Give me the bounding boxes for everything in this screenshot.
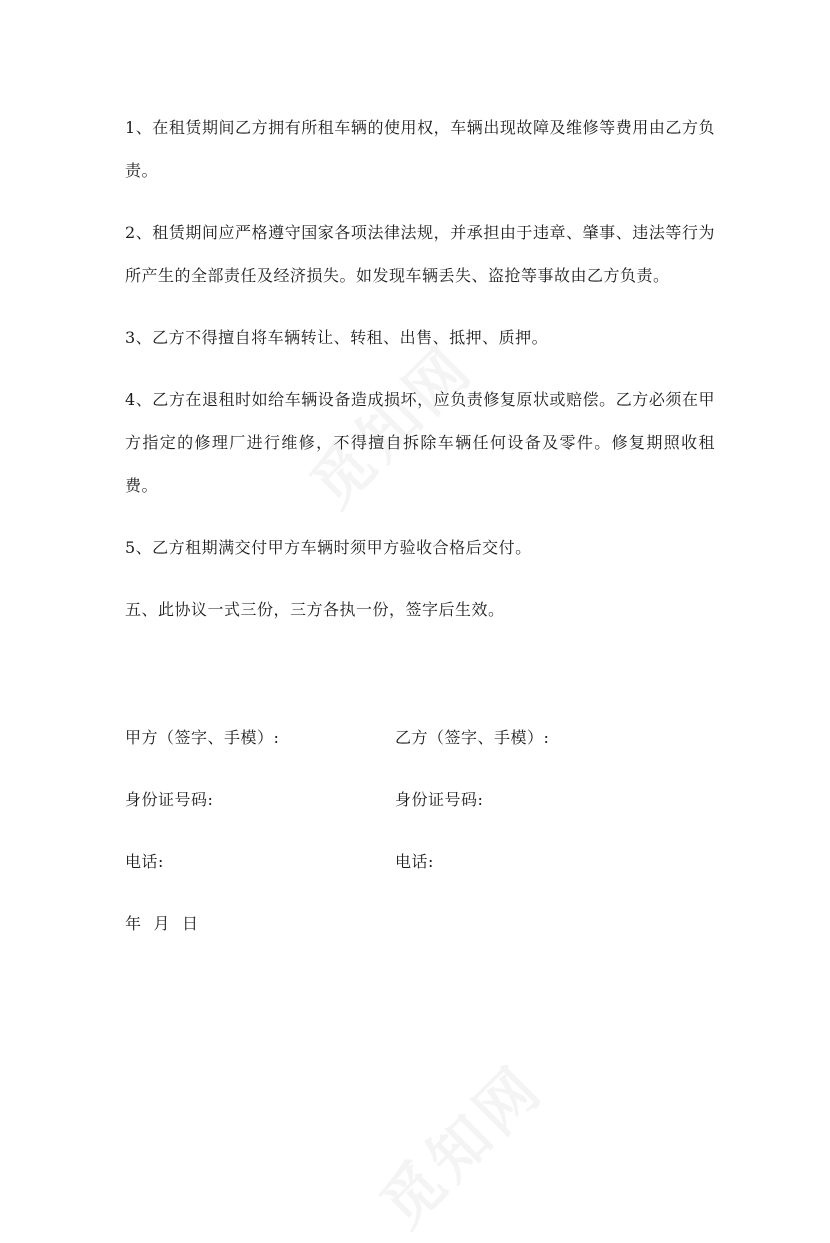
party-a-phone-label: 电话: bbox=[125, 852, 164, 871]
clause-5: 5、乙方租期满交付甲方车辆时须甲方验收合格后交付。 bbox=[125, 538, 532, 557]
phone-row bbox=[125, 843, 715, 905]
party-b-phone-label: 电话: bbox=[395, 852, 434, 871]
id-row bbox=[125, 781, 715, 843]
clause-4: 4、乙方在退租时如给车辆设备造成损坏，应负责修复原状或赔偿。乙方必须在甲方指定的修理厂进行维修，不得擅自拆除车辆任何设备及零件。修复期照收租费。 bbox=[125, 390, 715, 495]
party-a-id-label: 身份证号码: bbox=[125, 790, 214, 809]
party-a-signature-label: 甲方（签字、手模）: bbox=[125, 728, 280, 747]
clause-effect: 五、此协议一式三份，三方各执一份，签字后生效。 bbox=[125, 600, 505, 619]
signature-row bbox=[125, 719, 715, 781]
date-day-label: 日 bbox=[182, 914, 199, 933]
party-b-signature-label: 乙方（签字、手模）: bbox=[395, 728, 550, 747]
date-line bbox=[125, 905, 715, 943]
clause-2: 2、租赁期间应严格遵守国家各项法律法规，并承担由于违章、肇事、违法等行为所产生的全部责任及经济损失。如发现车辆丢失、盗抢等事故由乙方负责。 bbox=[125, 223, 715, 285]
date-month-label: 月 bbox=[153, 914, 171, 933]
date-year-label: 年 bbox=[125, 914, 142, 933]
clause-3: 3、乙方不得擅自将车辆转让、转租、出售、抵押、质押。 bbox=[125, 328, 549, 347]
clause-1: 1、在租赁期间乙方拥有所租车辆的使用权，车辆出现故障及维修等费用由乙方负责。 bbox=[125, 118, 715, 180]
signature-block bbox=[125, 719, 715, 943]
watermark bbox=[359, 1043, 560, 1243]
party-b-id-label: 身份证号码: bbox=[395, 790, 484, 809]
clause-list bbox=[125, 106, 715, 650]
